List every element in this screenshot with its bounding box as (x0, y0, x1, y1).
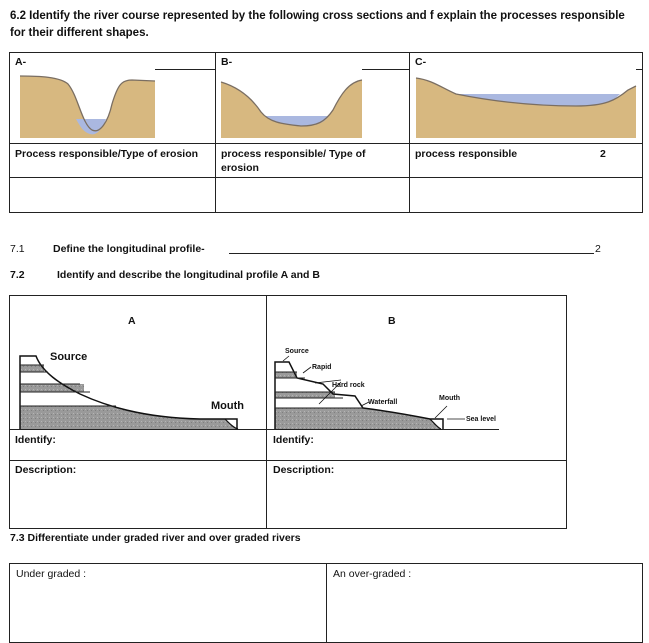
profile-a-identify-label: Identify: (15, 434, 56, 446)
divider (362, 69, 409, 70)
divider (9, 460, 567, 461)
cross-section-a-diagram (20, 74, 155, 138)
cross-section-c-diagram (416, 74, 636, 138)
process-label-c: process responsible (415, 148, 518, 160)
profile-b-title: B (388, 315, 396, 327)
profile-b-description-answer[interactable] (267, 478, 565, 528)
process-label-b: process responsible/ Type of erosion (221, 148, 366, 174)
marks-6-2: 2 (600, 148, 606, 160)
profile-b-sea-level-label: Sea level (466, 416, 496, 423)
profile-a-description-answer[interactable] (10, 478, 265, 528)
question-7-2-text: Identify and describe the longitudinal profile A and B (57, 269, 320, 281)
divider (9, 143, 643, 144)
profile-b-identify-label: Identify: (273, 434, 314, 446)
cross-section-b-diagram (221, 74, 362, 138)
answer-cell-b[interactable] (216, 178, 409, 212)
profile-a-mouth-label: Mouth (211, 400, 244, 412)
profile-b-waterfall-label: Waterfall (368, 399, 398, 406)
profile-a-description-label: Description: (15, 464, 77, 476)
under-graded-answer[interactable] (10, 582, 325, 627)
profile-b-diagram (275, 362, 445, 429)
divider (9, 429, 499, 430)
over-graded-label: An over-graded : (333, 568, 412, 580)
divider (636, 69, 643, 70)
under-graded-label: Under graded : (16, 568, 87, 580)
question-7-3: 7.3 Differentiate under graded river and over graded rivers (10, 532, 301, 544)
profile-b-source-label: Source (285, 348, 309, 355)
answer-cell-c[interactable] (410, 178, 642, 212)
marks-7-1: 2 (595, 243, 601, 255)
question-7-1-number: 7.1 (10, 243, 25, 255)
answer-cell-a[interactable] (10, 178, 215, 212)
question-6-2: 6.2 Identify the river course represented by the following cross sections and f explain the processes responsible for their different shapes. (10, 10, 625, 39)
column-label-b: B- (221, 56, 233, 68)
question-7-1-text: Define the longitudinal profile- (53, 243, 205, 255)
profile-b-description-label: Description: (273, 464, 335, 476)
column-label-a: A- (15, 56, 27, 68)
profile-a-identify-answer[interactable] (80, 431, 260, 459)
column-label-c: C- (415, 56, 427, 68)
profile-b-identify-answer[interactable] (340, 431, 560, 459)
profile-b-mouth-label: Mouth (439, 395, 460, 402)
profile-a-source-label: Source (50, 351, 88, 363)
profile-b-hard-rock-label: Hard rock (332, 382, 365, 389)
answer-line-7-1[interactable] (229, 253, 594, 254)
profile-b-rapid-label: Rapid (312, 364, 332, 371)
process-label-a: Process responsible/Type of erosion (15, 148, 199, 160)
profile-a-title: A (128, 315, 136, 327)
over-graded-answer[interactable] (327, 582, 642, 627)
question-7-2-number: 7.2 (10, 269, 25, 281)
divider (155, 69, 215, 70)
